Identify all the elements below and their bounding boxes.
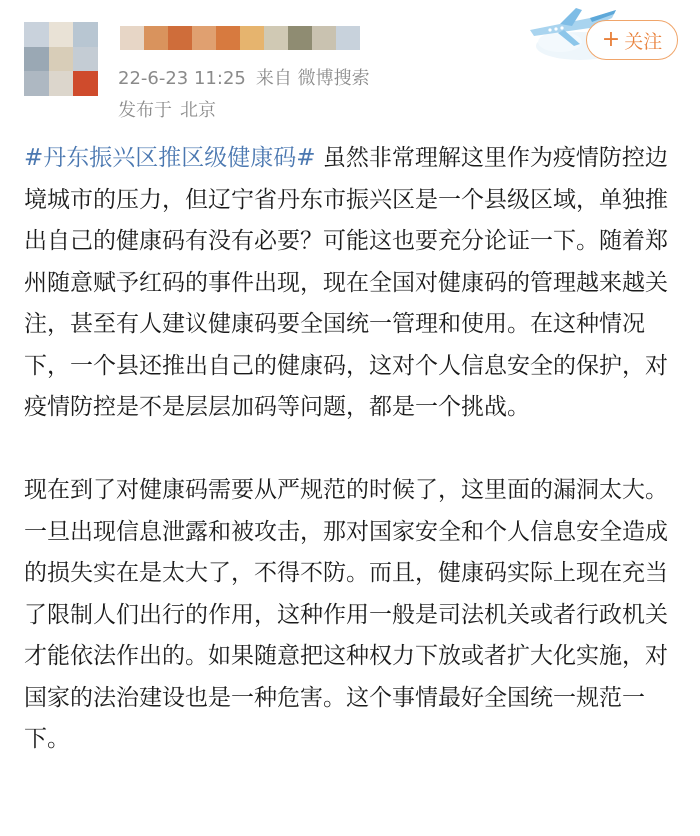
post-content	[24, 138, 680, 761]
avatar-tile	[24, 71, 49, 96]
username-blur-tile	[240, 26, 264, 50]
avatar-tile	[73, 71, 98, 96]
post-location	[118, 96, 216, 122]
paragraph-1-text: 虽然非常理解这里作为疫情防控边境城市的压力，但辽宁省丹东市振兴区是一个县级区域，单独推出自己的健康码有没有必要？可能这也要充分论证一下。随着郑州随意赋予红码的事件出现，现在全国对健康码的管理越来越关注，甚至有人建议健康码要全国统一管理和使用。在这种情况下，一个县还推出自己的健康码，这对个人信息安全的保护，对疫情防控是不是层层加码等问题，都是一个挑战。	[24, 145, 668, 420]
post-source[interactable]: 来自 微博搜索	[255, 68, 370, 89]
avatar-tile	[24, 47, 49, 72]
post-timestamp: 22-6-23 11:25	[118, 68, 246, 89]
username-blur-tile	[120, 26, 144, 50]
username-blur-tile	[144, 26, 168, 50]
username-blur-tile	[264, 26, 288, 50]
avatar-tile	[49, 47, 74, 72]
location-prefix: 发布于	[118, 100, 172, 121]
post-paragraph-1	[24, 138, 680, 429]
avatar-tile	[73, 47, 98, 72]
plus-icon: +	[601, 27, 621, 52]
avatar-tile	[49, 22, 74, 47]
username-blur-tile	[312, 26, 336, 50]
username-blur-tile	[216, 26, 240, 50]
username-blur-tile	[192, 26, 216, 50]
hashtag-link[interactable]: #丹东振兴区推区级健康码#	[24, 145, 316, 171]
avatar-tile	[73, 22, 98, 47]
username-blur-tile	[168, 26, 192, 50]
avatar-tile	[49, 71, 74, 96]
username-blur-tile	[288, 26, 312, 50]
follow-label: 关注	[624, 30, 663, 53]
avatar-tile	[24, 22, 49, 47]
post-header	[0, 0, 700, 130]
post-paragraph-2: 现在到了对健康码需要从严规范的时候了，这里面的漏洞太大。一旦出现信息泄露和被攻击，那对国家安全和个人信息安全造成的损失实在是太大了，不得不防。而且，健康码实际上现在充当了限制人们出行的作用，这种作用一般是司法机关或者行政机关才能依法作出的。如果随意把这种权力下放或者扩大化实施，对国家的法治建设也是一种危害。这个事情最好全国统一规范一下。	[24, 477, 668, 752]
avatar[interactable]	[24, 22, 98, 96]
username-blurred[interactable]	[120, 26, 360, 50]
follow-button[interactable]	[586, 20, 678, 60]
location-name: 北京	[180, 100, 216, 121]
post-meta	[118, 64, 370, 90]
username-blur-tile	[336, 26, 360, 50]
